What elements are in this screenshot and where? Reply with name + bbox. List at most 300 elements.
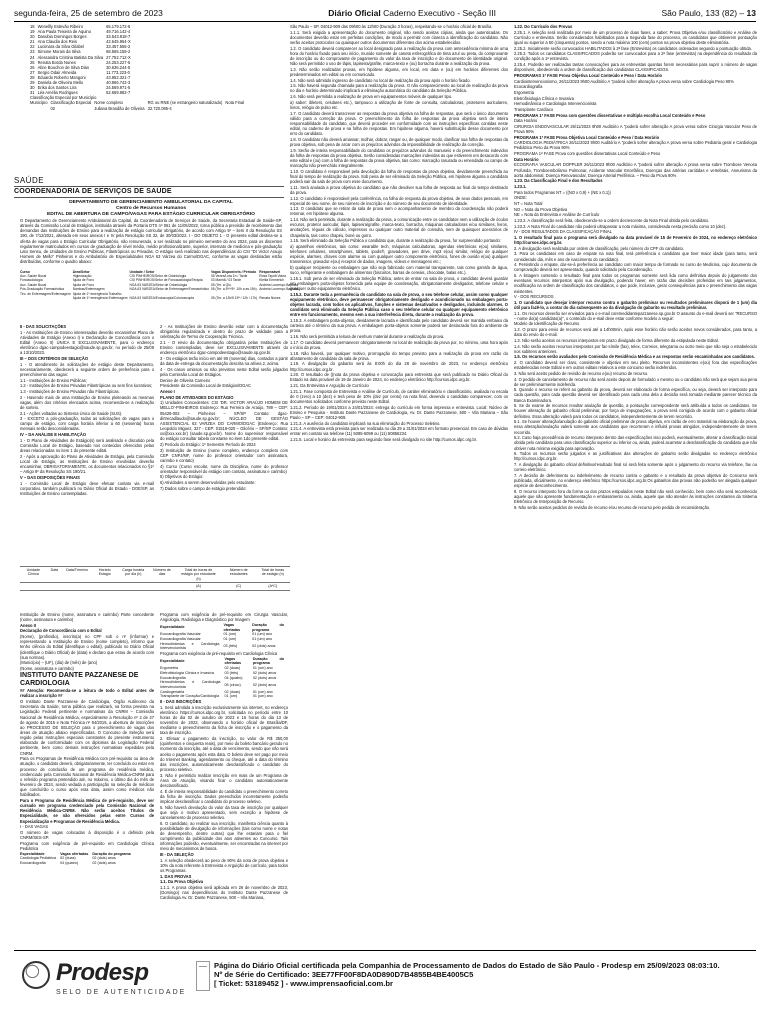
campo-cell: CSI PINHEIROS/Setor de Odontologia: [129, 274, 187, 278]
paragraph: 2.1 - O envio da documentação obrigatória pelas Instituições de Ensino contempladas, deve ser EXCLUSIVAMENTE através do endereço eletrônico dgac-campodeestagio@saude.sp.gov.br.: [160, 339, 288, 356]
paragraph: 6. Todos os recursos serão julgados e as justificativas das alterações de gabarito serão divulgadas no endereço eletrônico http://cursos.idpc.org.br.: [514, 451, 757, 462]
mini-header: Duração do programa: [252, 656, 284, 666]
paragraph: 1.7. O candidato deverá transcrever as respostas da prova objetiva na folha de respostas, que será o único documento válido para a correção da prova. O preenchimento da folha de respostas da prova objetiva será de inteira responsabilidade do candidato, que deverá proceder em conformidade com as instruções específicas contidas neste edital, no caderno de prova e na folha de respostas. Em hipótese alguma, haverá substituição desse documento por erro do candidato.: [290, 110, 508, 137]
paragraph: 1.15.2. Durante toda a permanência do candidato na sala de prova, o seu telefone celular, assim como qualquer equipamento eletrônico, deve permanecer obrigatoriamente desligado e acondicionado na embalagem porta-objetos lacrada, com todos os aplicativos, funções e sistemas desativados e desligados, incluindo alarmes. O candidato será eliminado da Seleção Pública caso o seu telefone celular ou qualquer equipamento eletrônico entre em funcionamento, mesmo sem a sua interferência direta, durante a realização da prova.: [290, 291, 508, 318]
paragraph: 1.2. O prazo para envio de recursos será até a 14h00min, após esse horário não serão aceitos novos considerados, para tanto, a data do envio do e-mail.: [514, 327, 757, 338]
candidate-cell: 26: [30, 64, 35, 70]
paragraph: 1.1. Da Prova Objetiva: [160, 879, 204, 885]
mini-header: Especialidade: [160, 625, 185, 630]
paragraph: 7. A decisão de deferimento ou indeferimento de recurso contra o gabarito e o resultado da prova objetiva do Concurso será publicada, oficialmente, no endereço eletrônico https://cursos.idpc.org.br.Os gabaritos das provas não poderão ser alegada qualquer espécie de desconhecimento.: [514, 472, 757, 489]
paragraph: PROGRAMA 1ª FASE Prova Objetiva Local Conteúdo e Peso / Data Horário: [514, 134, 660, 140]
paragraph: 7. A divulgação do gabarito oficial definitivo/resultado final só será feita somente após o julgamento do recurso via telefone, fax ou correio eletrônico.: [514, 462, 757, 473]
paragraph: 1.21.1. Fase composta de Entrevista e Análise de Currículo, de caráter eliminatório e classificatório, avaliada no escala de 0 (zero) a 10 (dez) e terá peso de 10% (dez por cento) na nota final, devendo o candidato comparecer, com os documentos solicitados conforme previsto neste Edital.: [290, 388, 508, 404]
candidate-cell: Wenellly Estevão Ribeiro: [37, 24, 83, 29]
paragraph: III – DOS CRITÉRIOS DE SELEÇÃO: [20, 355, 89, 361]
vagas-header: Data/Término: [62, 567, 92, 583]
paragraph: IV – DA ANÁLISE E HABILITAÇÃO: [20, 432, 87, 438]
candidate-cell: 11.773.223-0: [106, 69, 130, 75]
classificacao-header: Município: [30, 100, 48, 106]
candidate-list: [30, 24, 270, 166]
vagas-header: Unidade Clínica: [20, 567, 47, 583]
paragraph: 1 - O atendimento às solicitações de estágio deste Departamento, necessariamente, obedecerá a seguinte ordem de preferência para o preenchimento das vagas:: [20, 361, 154, 377]
mini-cell: Ergometria: [160, 666, 179, 671]
mini-cell: Ecocardiografia Vascular: [160, 636, 201, 641]
paragraph: Programa com exigência de pré-requisito em Cardiologia Clínica: [160, 651, 278, 657]
paragraph: PLANO DE ATIVIDADES DO ESTÁGIO: [160, 394, 234, 400]
candidate-cell: 30.636.244-5: [106, 64, 131, 70]
mini-cell: 01 (um) ano: [252, 636, 273, 641]
paragraph: b) qualquer recipiente ou embalagem que não seja fabricado com material transparente, tais como garrafa de água, suco, refrigerante e embalagem de alimentos (biscoitos, barras de cereais, chocolate, balas etc.).: [290, 265, 508, 276]
paragraph: 2. Efetuar o pagamento da inscrição, no valor de R$ 350,00 (quinhentos e cinquenta reais), por meio do boleto bancário gerado no momento da inscrição, até a data de vencimento, sendo que não será aceito o pagamento após esta data. O boleto deve ser pago por meio do Internet Banking, agendamento ou cheque, até a data do término das inscrições, automaticamente desclassificado o candidato do processo seletivo.: [160, 736, 288, 773]
col4-text: [160, 612, 288, 946]
paragraph: 1.18. Não haverá, por qualquer motivo, prorrogação do tempo previsto para a realização da prova em razão do afastamento de candidato da sala de prova.: [290, 350, 508, 361]
paragraph: V - DOS RECURSOS: [514, 294, 554, 300]
paragraph: 1.12. O candidato é responsável pela conferência, na folha de resposta da prova objetiva, de seus dados pessoais, em especial de seu nome, de seu número de inscrição e do número de seu documento de identidade.: [290, 195, 508, 206]
vagas-table-vascular: [160, 623, 288, 651]
paragraph: 1 - O Plano de Atividades de Estágio(s) será analisado e discutido pela Comissão Local de Estágio, baseado nos conteúdos oferecidos pelas áreas relacionadas no item 1 do presente edital.: [20, 437, 154, 454]
paragraph: (Nome), (profissão), inscrito(a) no CPF sob o nº (informar) e representando a Instituição de Ensino (nome completo), informo que tenho ciência do Edital (identifique o edital), publicado no Diário Oficial (identifique o Diário Oficial) de (data) e declaro que estou de acordo com (sua normas).: [20, 634, 154, 660]
paragraph: Ecocardiografia: [514, 84, 543, 90]
header-location: São Paulo, 133 (82) –: [661, 8, 745, 18]
paragraph: 1.23.2. A classificação será feita, obedecendo-se a ordem decrescente da Nota Final obtida pelo candidato.: [514, 217, 710, 223]
mini-cell: 01 (um): [224, 694, 238, 699]
paragraph: 1.23. Da Classificação Final e dos Resultados: [514, 178, 603, 184]
edital-text: O Departamento de Gerenciamento Ambulatorial da Capital, da Coordenadoria de Serviços de Saúde, da Secretaria Estadual de Saúde-SP, através da Comissão Local de Estágios, instituída através da Portaria DTS nº 061 de 11/05/2022, torna pública a previsão de recebimento das demandas das Instituições de Ensino para a realização de estágio curricular obrigatório, de acordo com Artigo 5º – item II da Resolução SS 190, de 7/12/2021, alterada em seus anexos I e IV pela Resolução SS 32, de 30/03/2022. I - DO OBJETO 1 - O presente edital destina-se a oferta de vagas para o Estágio Curricular Obrigatório, não remunerado, a ser realizado no primeiro semestre do ano 2024, para os discentes regularmente matriculados em cursos de graduação de nível médio, médio profissionalizante, superior, internato de medicina e pós-graduação Lato Sensu, de Unidades de Ensino Públicas, Filantrópicas ou Privadas. O estágio será realizado nas dependências do CSI "Dr Victor Araujo Homem de Mello" Pinheiros e do Ambulatório de Especialidades NGA 63 Várzea do Carmo/DGAC, conforme as vagas destinadas estão distribuídas, conforme o quadro abaixo:: [20, 218, 282, 265]
header-divider: [14, 21, 756, 22]
prodesp-globe-icon: [22, 961, 50, 989]
candidate-cell: 42.645.964-X: [106, 39, 131, 45]
campo-cell: Aux. Saúde Bucal: [20, 282, 47, 287]
paragraph: 1 - Comissão Local de Estágio deve efetuar contato via e-mail corporativo, também publicará no Diário Oficial do Estado - DOE/SP, as Instituições de Ensino contempladas.: [20, 480, 154, 496]
certificate-icon: [196, 961, 210, 991]
mini-cell: Cardiologia Pediátrica: [20, 856, 57, 861]
candidate-cell: Danubia Domingos Borges: [37, 34, 87, 40]
mini-header: Vagas ofertadas: [60, 851, 89, 856]
mini-cell: 02 (dois) anos: [252, 682, 277, 687]
candidate-cell: Renata Borda Nunes: [37, 59, 76, 65]
mini-row: [160, 671, 288, 676]
mini-cell: 02 (duas): [224, 666, 241, 671]
paragraph: 1.1 - Instituições de Ensino Públicas;: [20, 377, 87, 383]
paragraph: 2 - Havendo mais de uma Instituição de Ensino pleiteando as mesmas vagas, além dos critérios elencados acima, recomenda-se a realização de sorteio.: [20, 394, 154, 410]
candidate-cell: Simone Morais da Silva: [37, 49, 81, 55]
paragraph: 1. A seleção obedecerá ao peso de 90% da nota de prova objetiva e 10% da nota referente à Entrevista e Arguição de currículo, para todos os Programas.: [160, 857, 288, 874]
candidate-cell: Sergio Odair Almeida: [37, 69, 77, 75]
mini-cell: 02 (duas): [224, 689, 241, 694]
mini-cell: 05 (cinco): [224, 682, 241, 687]
vagas-header: Total de horas de estágio por estudante (h): [175, 567, 222, 583]
paragraph: 4. O pedido de cancelamento de recurso não será aceito depois de formulado o mesmo ou o candidato não será que sejam sua pena de ser preliminarmente indeferida.: [514, 376, 757, 387]
header-date: segunda-feira, 25 de setembro de 2023: [14, 8, 163, 18]
paragraph: 5. Se do exame de recursos resultar anulação de questão, a pontuação correspondente será atribuída a todos os candidatos. Se houver alteração do gabarito oficial preliminar, por força de impugnações, a prova será corrigida de acordo com o gabarito oficial definitivo. Essa alteração valerá para todos os candidatos, independentemente de terem recorrido.: [514, 403, 757, 419]
paragraph: Instituição de Ensino (nome, assinatura e carimbo) Parte concedente (nome, assinatura e carimbo): [20, 612, 154, 623]
paragraph: Cardiointervencionismo, 26/11/2023 9h00 Auditório A "poderá sofrer alteração A prova versa sobre Cardiologia Peso 90%: [514, 78, 734, 84]
coordinator-title: COORDENADORIA DE SERVIÇOS DE SAÚDE: [14, 188, 172, 195]
paragraph: Presidente da Comissão Local de Estágios/DGAC: [160, 383, 252, 389]
paragraph: NT = Nota Total: [514, 201, 543, 206]
paragraph: 1.13. O candidato que se retirar da sala de prova sem o acompanhamento de membro da coordenação não poderá retornar, em hipótese alguma.: [290, 206, 508, 217]
campo-cell: Aux. Saúde Bucal: [20, 274, 47, 278]
campo-header: Vagas Disponíveis / Período: [210, 270, 257, 274]
campo-cell: Téc. de Enfermagem/Enfermagem: [20, 291, 71, 296]
candidate-row: [30, 55, 134, 60]
department-header: [20, 200, 282, 218]
campo-cell: Ajuda de Fono: [72, 282, 95, 287]
candidate-cell: 25: [30, 59, 35, 65]
paragraph: NO = Nota da Prova Objetiva: [514, 206, 568, 212]
candidate-cell: Léa Amélia Rodrigues: [37, 90, 78, 96]
mini-cell: 02 (dois) anos: [252, 670, 277, 675]
paragraph: 2.25.1. A seleção será realizada por meio de um processo de duas fases, a saber: Prova Objetiva e/ou classificatório e Análise de Currículo e entrevista. Serão considerados habilitados para a Segunda fase do processo, os candidatos que obtiverem pontuação igual ou superior a 50 (cinquenta) pontos, sendo a nota máxima 100 (cem) pontos na prova objetiva deste eliminatória.: [514, 29, 757, 45]
paragraph: 2.25.3. Todos os candidatos CLASSIFICADOS poderão ser convocados para a 2ª fase (entrevista) na dependência do resultado da condição após a 1ª entrevista.: [514, 51, 757, 62]
mini-cell: 01 (um) ano: [252, 666, 273, 671]
mini-cell: 02 (dois) anos: [252, 675, 277, 680]
prodesp-logo: [22, 959, 192, 1009]
campo-cell: Bombas/Enfermagem: [72, 287, 105, 292]
candidate-cell: 18: [30, 24, 35, 29]
paragraph: 1.8. O candidato não deverá amassar, molhar, dobrar, rasgar ou, de qualquer modo, danificar sua folha de respostas da prova objetiva, sob pena de arcar com os prejuízos advindos da impossibilidade de realização da correção.: [290, 136, 508, 147]
mini-cell: 02 (dois) anos: [92, 860, 116, 865]
paragraph: 1.9. Serão de inteira responsabilidade do candidato os prejuízos advindos do manuseio e do preenchimento indevidos da folha de respostas da prova objetiva. Serão consideradas marcações indevidas as que estiverem em desacordo com este edital e (ou) com a folha de respostas da prova objetiva, tais como: marcação rasurada ou emendada ou campo de marcação não preenchido integralmente.: [290, 147, 508, 169]
mini-cell: Eletrofisiologia Clínica e Invasiva: [160, 670, 214, 675]
candidate-cell: Ana Claudia dos Reis: [37, 39, 77, 45]
paragraph: 1 - As Instituições de Ensino interessadas deverão encaminhar Plano de Atividades de Estágio (Anexo I) e Declaração de Concordância com o Edital (Anexo II) ÚNICA E EXCLUSIVAMENTE, para o endereço eletrônico dgac-campodeestagio@saude.sp.gov.br, no período de 25/09 a 13/10/2023.: [20, 329, 154, 356]
campo-cell: NGA 63 VARZEA/Setor de Odontologia: [129, 282, 187, 287]
mini-cell: 01 (um) ano: [252, 694, 273, 699]
campo-cell: NGA 63 VARZEA/Setor de Enfermagem/Farmacêutico: [129, 287, 209, 292]
section-title: SAÚDE: [14, 176, 45, 185]
paragraph: Transplante Cardíaco: [514, 106, 554, 112]
classificacao-cell: 02: [50, 105, 56, 111]
paragraph: 1.21.3. A ausência do candidato implicará na sua eliminação do Processo Seletivo.: [290, 420, 441, 426]
coordinator-divider: [14, 197, 284, 198]
campo-header: Curso: [20, 270, 30, 274]
paragraph: 1.21.5. Local e horário da entrevista para seguindo fase será divulgado no site http://cursos.idpc.org.br.: [290, 437, 478, 443]
vagas-header: Data: [47, 567, 63, 583]
campo-cell: Fonoaudiologia: [20, 278, 43, 283]
campo-cell: Andreia Lourenço Baptista: [259, 287, 299, 292]
paragraph: (Município) – (UF), (dia) de (mês) de (ano): [20, 660, 98, 666]
vagas-cell: [20, 583, 47, 590]
paragraph: 5. Não haverá devolução do valor da taxa de inscrição por qualquer que seja o motivo apresentado, sem exceção a hipótese de cancelamento do processo seletivo.: [160, 804, 288, 820]
vagas-cell: [92, 583, 118, 590]
mini-header: Vagas ofertadas: [223, 622, 241, 632]
paragraph: 5) Objetivos do Estágio:: [160, 474, 204, 480]
paragraph: 1.11. Será anulada a prova objetiva do candidato que não devolver sua folha de resposta ao final do tempo destinado da prova.: [290, 184, 508, 195]
candidate-cell: Eduardo Roberto Mangoni: [37, 74, 86, 80]
header-section: Caderno Executivo - Seção III: [383, 8, 497, 18]
colC-text: [514, 24, 757, 946]
vagas-table: [20, 566, 290, 591]
section-divider: [14, 186, 284, 187]
paragraph: 3. Não é permitido realizar inscrição em mais de um Programa de Área de Atuação, visando ficar o candidato automaticamente desclassificado.: [160, 772, 288, 789]
department-line3: EDITAL DE ABERTURA DE CAMPO/VAGAS PARA ESTÁGIO CURRICULAR OBRIGATÓRIO: [47, 212, 255, 217]
paragraph: Declaração de Concordância com o Edital: [20, 628, 102, 634]
paragraph: Para os Programas de Residência Médica com pré-requisito ou área de atuação, o candidato deverá, obrigatoriamente, ter concluído ou estar em processo de conclusão de um programa de residência médica, credenciado pela Comissão Nacional de Residência Médica-CNRM para o referido programa pretendido até, no máximo, o último dia do mês de fevereiro de 2024, sendo vedada a participação na seleção de médicos que concluírão o curso após esta data, assim como médicos não habilitados.: [20, 756, 154, 798]
paragraph: 1.21.2. Período de 19/01/2024 a 24/01/2024: entrega do currículo em forma impressa e entrevista. Local: Núcleo de Ensino e Pesquisa - Instituto Dante Pazzanese de Cardiologia, Av. Dr. Dante Pazzanese, 500 – Vila Mariana – São Paulo – SP – CEP: 04012-909.: [290, 404, 508, 420]
paragraph: 1.3 - Instituições de Ensino Privadas não Filantrópicas.: [20, 388, 120, 394]
mini-cell: Cardiogeriatria: [160, 689, 185, 694]
vagas-cell: (A*C): [256, 583, 290, 590]
mini-header-row: [160, 657, 288, 666]
vagas-header: Número de estudantes: [222, 567, 256, 583]
mini-cell: Ecocardiografia Vascular: [160, 632, 201, 637]
campo-table: [20, 270, 300, 300]
paragraph: 1.10. O candidato é responsável pela devolução da folha de respostas da prova objetiva, devidamente preenchida ao final do tempo de realização da prova. Sob pena de ser eliminado da Seleção Pública, em hipótese alguma o candidato poderá sair da sala de prova com esse documento.: [290, 168, 508, 185]
paragraph: PROGRAMAS 1ª FASE Prova Objetiva Local Conteúdo e Peso / Data Horário: [514, 72, 663, 78]
paragraph: 1.20. O resultado de ((nota da prova objetiva e convocação para entrevista que será publicado no Diário Oficial do Estado na data provável de 19 de Janeiro de 2024, no endereço eletrônico http://cursos.idpc.org.br.: [290, 372, 508, 383]
paragraph: O número de vagas colocadas à disposição é o definido pela CNRM/SES-SP.: [20, 829, 154, 841]
vagas-cell: [118, 583, 149, 590]
paragraph: 1.15.3. A embalagem porta-objetos, devidamente lacrada e identificada pelo candidato deverá ser mantida embaixo da carteira até o término da sua prova. A embalagem porta-objetos somente poderá ser deslacrada fora do ambiente de prova.: [290, 318, 508, 334]
col3-text: [20, 612, 154, 946]
classificacao-cell: [225, 106, 247, 111]
candidate-cell: 30: [30, 85, 35, 91]
paragraph: Para o Programa de Residência Médica de pré-requisito, deve ser cursado em programa credenciado pela Comissão Nacional de Residência Médica-CNRM. Não serão aceitos Títulos de Especialidade, se não oferecidos pelas entre Cursos de Especialização e Programas de Residência Médica.: [20, 798, 154, 824]
paragraph: INSTITUTO DANTE PAZZANESE DE CARDIOLOGIA: [20, 671, 139, 687]
paragraph: Modelo de Identificação de Recurso: [514, 321, 580, 327]
candidate-cell: 33.457.555-2: [106, 44, 131, 50]
classificacao-cell: [30, 106, 51, 111]
paragraph: V – DAS DISPOSIÇÕES FINAIS: [20, 474, 80, 480]
candidate-cell: 24.253.227-5: [106, 59, 131, 65]
candidate-cell: 33.643.818-7: [106, 34, 131, 40]
mini-cell: 02 (dois) anos: [92, 856, 116, 861]
campo-cell: 05 (Ter. a Qlo.: [210, 282, 232, 287]
header-right: [661, 8, 756, 18]
campo-cell: 05 Vezes/Lota 1h / Tarde: [210, 274, 248, 278]
candidate-cell: 27.752.712-X: [106, 54, 131, 60]
mini-row: [160, 642, 288, 651]
paragraph: 1.15. Será eliminado da Seleção Pública o candidato que, durante a realização da prova, for surpreendido portando:: [290, 238, 501, 244]
col1-text: [20, 324, 154, 560]
paragraph: a) aparelhos eletrônicos, tais como: wearable tech, máquinas calculadoras, agendas eletrônicas e(ou) similares, telefones celulares, smartphones, tablets, ipods®, gravadores, pen drive, mp3 e(ou) similar, relógio de qualquer espécie, alarmes, chaves com alarme ou com qualquer outro componente eletrônico, fones de ouvido e(ou) qualquer transmissor, gravador e(ou) receptor de dados, imagens, vídeos e mensagens etc.;: [290, 243, 508, 265]
candidate-cell: Alessandra Cristina Batista Da Silva: [37, 54, 104, 60]
paragraph: ECOGRAFIA VASCULAR DOPPLER 26/11/2023 9h00 Auditório A "poderá sofrer alteração A prova versa sobre Trombose Venosa Profunda, Tromboembolismo Pulmonar, Acidente Vascular Encefálico, Doenças das artérias carótidas e vertebrais, Aneurisma da aorta abdominal, Doença Renovascular, Doença Arterial Periférica. – Peso da Prova 90%: [514, 162, 757, 178]
candidate-cell: 52.669.882-7: [106, 90, 131, 96]
mini-cell: Ecocardiografia: [160, 675, 186, 680]
classificacao-header: Classificação Especial: [50, 100, 92, 106]
mini-header: Especialidade: [160, 659, 185, 664]
paragraph: 1.2. O candidato deverá comparecer ao local designado para a realização da prova com antecedência mínima de uma hora do horário fixado para seu início, munido somente de caneta esferográfica de tinta azul ou preta, do comprovante de inscrição ou do comprovante de pagamento do valor da taxa de inscrição e do documento de identidade original. Não será permitido o uso de lápis, lapiseira/grafite, marca-texto e (ou) borracha durante a realização da prova.: [290, 45, 508, 67]
col2-text: [160, 324, 288, 560]
paragraph: 1) Unidades Concedentes: CSI 'DR. VICTOR ARAÚJO HOMEM DE MELLO'-PINHEIROS Endereço: Rua Ferreira de Araújo, 789 – CEP: 05428-002 – Pinheiros – SP/SP Contato: dgac-dirtrecadlaudo@saude.sp.gov.br; NÚCLEO DE GESTÃO ASSISTENCIAL 63 VARZEA DO CARMO/DGAC (Endereço: Rua Leopoldo Miguez, 327 - CEP: 01518-020 – Glicério – SP/SP Contato: xx@xxx.xxx.br) (saude.sp.gov.br). Nome do supervisor responsável do estágio consultar tabela constante no item 1do presente edital.: [160, 400, 288, 442]
paragraph: II - DAS SOLICITAÇÕES: [20, 324, 67, 329]
paragraph: 3. Para os candidatos em caso de empate na nota final, terá preferência o candidato que tiver maior idade (para tanto, será considerado dia, mês e ano de nascimento do candidato).: [514, 251, 757, 262]
campo-cell: 05 (Ter. a 12h/5 15ª / 12h / 17h): [210, 296, 258, 301]
paragraph: 1. DAS PROVAS: [160, 873, 192, 879]
paragraph: 3) Instituição de Ensino (nome completo, endereço completo com CEP CNPJ/MF, nome do professor orientador com assinatura, carimbo e contato): [160, 447, 288, 463]
paragraph: CIRURGIA ENDOVASCULAR 26/11/2023 9h00 Auditório A "poderá sofrer alteração A prova versa sobre Cirurgia Vascular Peso de Prova 90%: [514, 123, 757, 134]
paragraph: 1. O candidato que desejar interpor recurso contra o gabarito preliminar ou resultados preliminares disporá de 1 (um) dia útil para fazê-lo, a contar do dia subsequente ao da divulgação do gabarito ou resultado preliminar.: [514, 299, 757, 310]
cert-line2: Nº de Série do Certificado: 3EE77FF00F8DA0D890D7B4855B4BE4005C5: [214, 970, 474, 980]
candidate-cell: 22: [30, 44, 35, 50]
candidate-cell: 40.966.742-3: [106, 80, 131, 86]
vagas-header: Carga horária por dia (h): [118, 567, 149, 583]
candidate-table: [30, 24, 134, 95]
paragraph: NE = Nota da Entrevista e Análise de Currículo: [514, 212, 600, 218]
paragraph: 1.21. Da Entrevista e Arguição de Currículo: [290, 382, 369, 388]
paragraph: 1.3. Não serão realizadas provas, em hipótese alguma, em local, em data e (ou) em horários diferentes dos predeterminados em edital ou em comunicado.: [290, 66, 508, 77]
campo-cell: Rosa Taynã Viana: [259, 274, 286, 278]
paragraph: Data Horário: [514, 156, 539, 162]
cert-line3: [ Ticket: 53189452 ] - www.imprensaoficial.com.br: [214, 979, 393, 989]
mini-cell: 03 (três): [224, 670, 239, 675]
classificacao-cell: 32.720.085-4: [147, 105, 172, 111]
campo-cell: Kleitia Emmerich: [259, 278, 284, 283]
paragraph: (Nome, assinatura e carimbo): [20, 666, 74, 672]
vagas-table-pediatrica: [20, 852, 135, 866]
paragraph: 4. Persistindo o empate, dar-se-á preferência ao candidato com maior tempo de formado no curso de Medicina, cujo documento de comprovação deverá ser apresentado, quando solicitado pela Coordenação.: [514, 262, 757, 273]
paragraph: Programa com exigência de pré-requisito em Cardiologia Clínica Pediátrica: [20, 840, 154, 851]
candidate-cell: 23: [30, 49, 35, 55]
header-title-block: [328, 8, 496, 18]
classificacao-header: Nota Final: [225, 100, 245, 106]
campo-cell: Higienização: [72, 274, 92, 278]
campo-header: Responsável: [259, 270, 281, 274]
candidate-cell: 49.716.142-4: [106, 29, 131, 35]
paragraph: PROGRAMA 1ª FASE Prova com questões dissertativas e múltipla escolha Local Conteúdo e Peso: [514, 112, 706, 118]
paragraph: 3 - EXCETO a pós-graduação, todas as solicitações de vagas para o campo de estágio, com carga horária inferior a 60 (sessenta) horas mensais serão desconsideradas.: [20, 416, 154, 432]
mini-cell: Hemodinâmica e Cardiologia Intervencionista: [160, 641, 220, 651]
paragraph: 2. A divulgação será realizada por ordem de classificação, pelo número do CPF do candidato.: [514, 245, 684, 251]
page-footer: [14, 950, 756, 1017]
paragraph: 1.4. Não será admitido ingresso de candidato no local de realização da prova após o horário fixado.: [290, 77, 471, 83]
campo-cell: Ajuda de Fono: [72, 278, 95, 283]
paragraph: I - DAS VAGAS: [20, 824, 49, 830]
paragraph: 8. O recurso interposto fora da forma ou dos prazos estipulados neste Edital não será conhecido, bem como não será reconhecido aquele que não apresente fundamentação e embasamento ou, ainda, aquele que não atender às instruções constantes da Sistema Eletrônico de Interposição de Recurso.: [514, 488, 757, 505]
mini-header: Especialidade: [20, 851, 45, 856]
mini-row: [160, 637, 288, 642]
paragraph: 4. É de inteira responsabilidade do candidato o preenchimento correto da ficha de inscrição. Dados preenchidos incorretamente poderão implicar desclassificar o candidato do processo seletivo.: [160, 788, 288, 804]
mini-cell: 03 (três): [223, 643, 238, 648]
paragraph: 1.1. Os recursos deverão ser enviados para o e-mail coremedidantepazzanese.sp.gov.br O assunto do e-mail deverá ser "RECURSO – nome do(a) candidato(a)", o conteúdo do e-mail deve estar conforme modelo a seguir:: [514, 310, 757, 321]
paragraph: 7) Dados sobre o campo de estágio pretendido:: [160, 485, 247, 491]
paragraph: 6. O candidato, ao realizar sua inscrição, manifesta ciência quanto à possibilidade de divulgação de informações (tais como nome e notas de desempenho, dentre outras) que lhe estariam para o fiel cumprimento da publicidade dos atos atinentes ao Concurso. Tais informações poderão, eventualmente, ser encontradas na internet por meio de mecanismos de busca.: [160, 820, 288, 852]
paragraph: Programa com exigência de pré-requisito em Cirurgia Vascular, Angiologia, Radiologia e Diagnóstico por Imagem: [160, 612, 288, 623]
candidate-cell: 31: [30, 90, 35, 96]
campo-header: Área/Setor: [72, 270, 90, 274]
paragraph: 1.22. Do Currículo dos Provas: [514, 24, 573, 29]
paragraph: 2 - As Instituições de Ensino deverão estar com a documentação obrigatória regularizada e dentro do prazo de validade para a celebração de Termo de Cooperação Técnica.: [160, 324, 288, 340]
candidate-cell: 29: [30, 80, 35, 86]
certification-text: [214, 961, 754, 989]
classificacao-header: Nome completo: [94, 100, 123, 106]
colB-text: [290, 24, 508, 946]
paragraph: Eletrofisiologia Clínica e Invasiva: [514, 95, 574, 101]
mini-header: Duração do programa: [252, 622, 284, 632]
mini-header: Duração do programa: [92, 851, 131, 856]
paragraph: 1.6. Não será permitida a realização de prova em equipamentos móveis de qualquer tipo.: [290, 94, 453, 100]
vagas-cell: (C): [222, 583, 256, 590]
candidate-cell: 24: [30, 54, 35, 60]
paragraph: 1.17. O candidato deverá permanecer obrigatoriamente no local de realização da prova por, no mínimo, uma hora após o início da prova.: [290, 339, 508, 350]
campo-cell: 05 (Ter. a 5ª/+5ª, 10h a as 15h): [210, 287, 257, 292]
classificacao-header: RG ou RNE (se estrangeiro naturalizado): [147, 100, 223, 106]
candidate-cell: 43.952.321-7: [106, 74, 131, 80]
paragraph: 4 - Os casos omissos ou não previstos neste Edital serão julgados pela Comissão Local de Estágios.: [160, 366, 288, 377]
candidate-cell: Erika dos Santos Lira: [37, 85, 77, 91]
mini-cell: 02 (dois) anos: [252, 643, 276, 648]
campo-cell: NGA 63 VARZEA/Endoscopia/Colonoscopia: [129, 296, 194, 301]
mini-cell: Hemodinâmica e Cardiologia Intervencionista: [160, 680, 221, 689]
candidate-cell: 68.565.159-2: [106, 49, 131, 55]
paragraph: 2.25.4. Poderão ser realizadas tantas convocações para as entrevistas quantas forem necessárias para suprir o número de vagas disponíveis, obedecendo a ordem de classificação dos candidatos CLASSIFICADOS.: [514, 62, 757, 73]
campo-cell: CSI PINHEIROS/Setor de Fonoaudiologia/Terapia: [129, 278, 203, 283]
paragraph: 3 - Os estágios terão início em até 90 (noventa) dias, contados a partir da data de entrega da documentação descrita na alínea 2, acima.: [160, 355, 288, 367]
vagas-table-clinica: [160, 657, 288, 699]
candidate-cell: 65.179.172-8: [106, 24, 131, 29]
logo-name: Prodesp: [56, 959, 149, 986]
mini-cell: 02 (duas): [60, 856, 76, 861]
mini-cell: 01 (um): [223, 632, 237, 637]
campo-cell: Ajuda de 1º emergência Trabalho: [72, 291, 122, 296]
campo-cell: [20, 296, 73, 300]
candidate-cell: 20: [30, 34, 35, 40]
paragraph: 1.15.1. Sob pena de ser eliminado da Seleção Pública, antes de entrar na sala de prova, o candidato deverá guardar em embalagem porta-objetos fornecida pela equipe de coordenação, obrigatoriamente desligados, telefone celular e qualquer outro equipamento eletrônico.: [290, 275, 508, 292]
paragraph: Para todos Programas NT = ((NO x 0,9) + (NE x 0,1)): [514, 189, 611, 195]
page-header: [14, 6, 756, 20]
paragraph: Anexo I: [160, 388, 175, 394]
paragraph: 2.25.2. Inicialmente serão convocados HABILITADOS à 2ª fase (Entrevista) os candidatos ordenados segundo a pontuação obtida.: [514, 45, 752, 51]
mini-cell: 04 (quatro): [224, 675, 243, 680]
paragraph: PROGRAMA 1ª FASE Prova com questões dissertativas Local Conteúdo e Peso: [514, 151, 661, 157]
paragraph: Data Horário: [514, 118, 538, 124]
department-line2: Centro de Recursos Humanos: [115, 206, 187, 211]
campo-cell: 03 Manhã / 03 Tarde: [210, 278, 242, 283]
paragraph: Ergometria: [514, 89, 535, 95]
vagas-cell: [62, 583, 92, 590]
vagas-cell: (A): [175, 583, 222, 590]
paragraph: 1.16. Não será permitida a leitura de nenhum material durante a realização da prova.: [290, 334, 445, 340]
candidate-cell: Aline Bouchon de Silva Dias: [37, 64, 89, 70]
campo-header: Unidade / Setor: [129, 270, 155, 274]
cert-line1: Página do Diário Oficial certificada pela Companhia de Processamento de Dados do Estado de São Paulo - Prodesp em 25/09/2023 08:03:10.: [214, 961, 720, 970]
campo-cell: Renata Nunes: [259, 296, 281, 301]
mini-cell: 01 (um) ano: [252, 632, 273, 637]
paragraph: Anexo II: [20, 622, 36, 628]
paragraph: 2 - Após a aprovação do Plano de Atividades de Estágio, pela Comissão Local de Estágio, as Instituições de Ensino envolvidas deverão encaminhar, OBRIGATORIAMENTE, os documentos relacionados no §1º – Artigo 8º da Resolução SS 190/21.: [20, 453, 154, 475]
paragraph: 1. Será admitida a inscrição exclusivamente via internet, no endereço eletrônico https://cursos.idpc.org.br, solicitada no período entre 10 horas do dia 02 de outubro de 2023 e 16 horas do dia 13 de novembro de 2023, observando o horário oficial de Brasília/DF, mediante o preenchimento da ficha de inscrição e o pagamento da taxa de inscrição.: [160, 704, 288, 736]
classificacao-cell: Juliana Brandão de Oliveira: [94, 105, 145, 111]
vagas-cell: [47, 583, 63, 590]
paragraph: II - DAS INSCRIÇÕES: [160, 699, 202, 705]
department-line1: DEPARTAMENTO DE GERENCIAMENTO AMBULATORIAL DA CAPITAL: [69, 200, 233, 205]
paragraph: 1.5. Não haverá segunda chamada para a realização da prova. O não comparecimento ao local de realização da prova no dia e horário determinado implicará a eliminação automática do candidato da Seleção Pública.: [290, 83, 508, 94]
mini-cell: 01 (um) ano: [252, 689, 273, 694]
paragraph: 1. O resultado final para o programa será divulgado na data provável de 15 de Fevereiro de 2024, no endereço eletrônico http://cursos.idpc.org.br.: [514, 234, 757, 246]
vagas-header: Número de dias: [149, 567, 175, 583]
paragraph: 1.19. A divulgação do gabarito será às 8:00h do dia 28 de novembro de 2023, no endereço eletrônico http://cursos.idpc.org.br.: [290, 361, 508, 372]
paragraph: 1.5. Os recursos serão avaliados pelo Comissão de Residência Médica e as respostas serão encaminhadas aos candidatos.: [514, 354, 755, 360]
page-number: 13: [746, 8, 756, 18]
paragraph: CARDIOLOGIA PEDIÁTRICA 26/11/2023 9h00 Auditório A "poderá sofrer alteração A prova versa sobre Pediatria geral e Cardiologia Pediátrica Peso da Prova 90%: [514, 140, 757, 151]
paragraph: 5.2. Caso haja procedência de recurso interposto dentro das especificações isso poderá, eventualmente, alterar a classificação inicial obtida pelo candidato para uma classificação superior ou inferior ou, ainda, poderá acarretar a desclassificação do candidato que não obtiver nota mínima exigida para aprovação.: [514, 435, 757, 451]
paragraph: III - DA SELEÇÃO: [160, 852, 194, 858]
paragraph: 2) Período do Estágio: 1º Semestre Período de 2024: [160, 441, 256, 447]
mini-row: [20, 861, 135, 866]
paragraph: 1.21.4. A entrevista está prevista para ser realizada no dia 29 a 31/01/2024 em formato presencial. Em caso de dúvidas entrar em contato via telefone (11) 5085-6099 ou (11) 50856234.: [290, 426, 508, 437]
paragraph: 4) Curso (Curso escolar, nome da Disciplina, nome do professor orientador responsável do estágio com contato, assinatura e carimbo): [160, 463, 288, 474]
paragraph: 1.4. Não serão aceitos recursos interpostos por fac-símile (fax), telex, Correios, telegrama ou outro meio que não seja o estabelecido nos subitens anteriores.: [514, 343, 757, 354]
candidate-cell: 28: [30, 74, 35, 80]
candidate-cell: Daniela de Oliveira Mello: [37, 80, 84, 86]
paragraph: 9. Não serão aceitos pedidos de revisão de recurso e/ou recurso de recurso pelo pedido de reconsideração.: [514, 504, 711, 510]
paragraph: 3. Não será aceito pedido de revisão de recurso e(ou) recurso de recurso.: [514, 370, 649, 376]
mini-header: Vagas ofertadas: [224, 656, 242, 666]
candidate-cell: 24.569.971-5: [106, 85, 131, 91]
vagas-header: Horário Estágio: [92, 567, 118, 583]
